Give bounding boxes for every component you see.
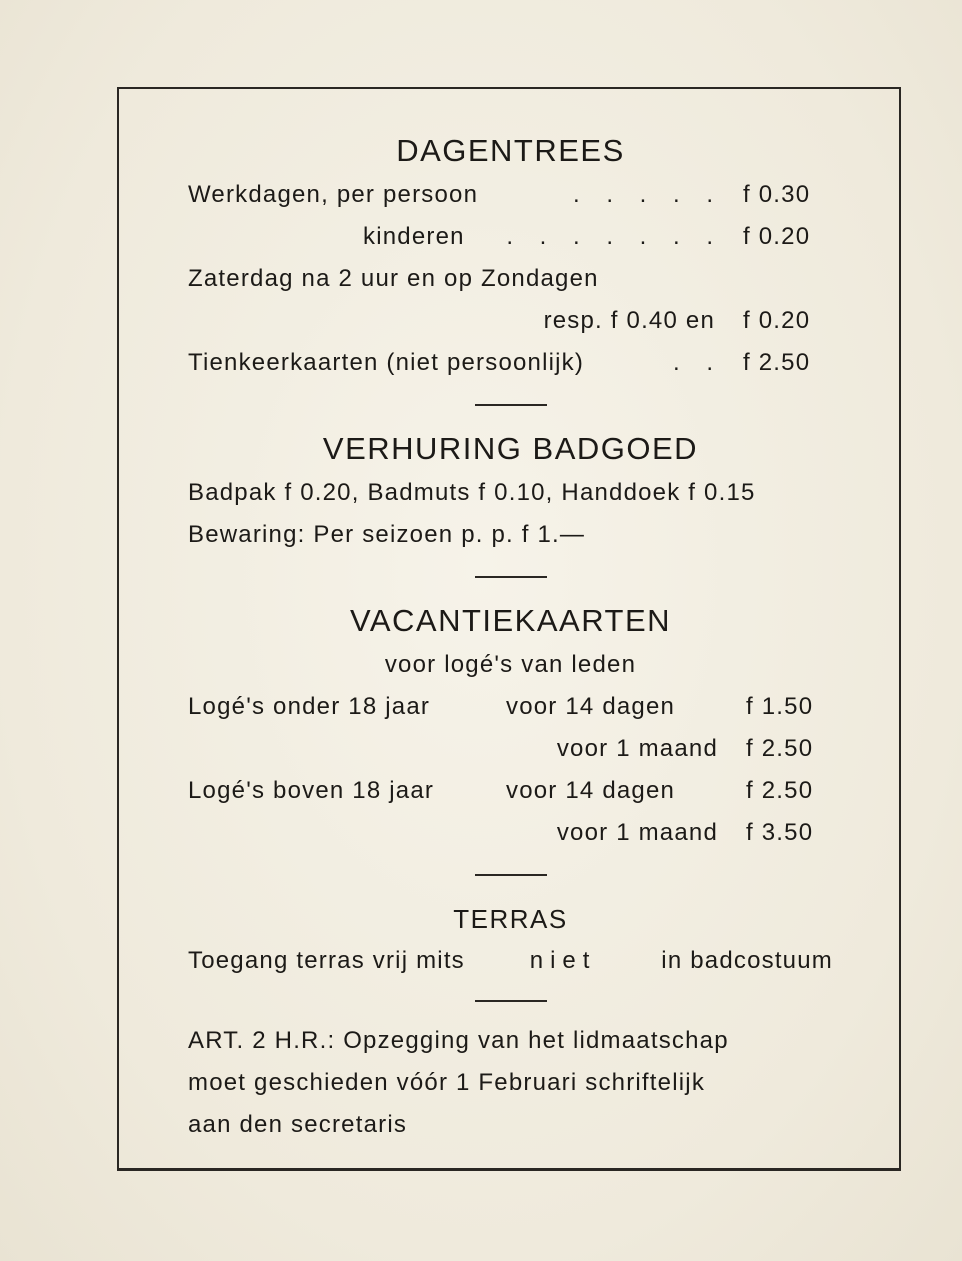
vacantie-row — [188, 686, 833, 728]
terras-text-before: Toegang terras vrij mits — [188, 947, 465, 974]
border-frame-bottom — [117, 1168, 901, 1170]
section-divider — [475, 576, 547, 578]
art-line-2: moet geschieden vóór 1 Februari schriftelijk — [188, 1069, 706, 1096]
vacantie-row — [188, 812, 833, 854]
row-price: f 0.20 — [743, 307, 811, 334]
verhuring-line-2: Bewaring: Per seizoen p. p. f 1.— — [188, 521, 586, 548]
row-price: f 0.30 — [743, 181, 811, 208]
vac-price: f 2.50 — [746, 735, 814, 762]
art-line-1: ART. 2 H.R.: Opzegging van het lidmaatschap — [188, 1027, 729, 1054]
verhuring-heading: VERHURING BADGOED — [322, 431, 699, 466]
zaterdag-line: Zaterdag na 2 uur en op Zondagen — [188, 265, 599, 292]
leader-dots: . . — [672, 349, 723, 376]
price-row-werkdagen — [188, 174, 833, 216]
vac-group — [188, 728, 506, 770]
vac-period: voor 14 dagen — [506, 777, 676, 804]
vacantie-subtitle: voor logé's van leden — [384, 651, 637, 678]
vacantie-heading: VACANTIEKAARTEN — [349, 603, 672, 638]
row-label: kinderen — [363, 223, 465, 250]
vac-price: f 1.50 — [746, 693, 814, 720]
verhuring-line-1: Badpak f 0.20, Badmuts f 0.10, Handdoek f 0.15 — [188, 479, 756, 506]
vac-group: Logé's boven 18 jaar — [188, 777, 435, 804]
row-price: f 2.50 — [743, 349, 811, 376]
vac-group: Logé's onder 18 jaar — [188, 693, 431, 720]
terras-text-spaced: niet — [529, 947, 597, 974]
row-label: Tienkeerkaarten (niet persoonlijk) — [188, 349, 585, 376]
vacantie-row — [188, 770, 833, 812]
leader-dots: . . . . . — [572, 181, 723, 208]
vac-period: voor 1 maand — [556, 735, 718, 762]
vac-period: voor 1 maand — [556, 819, 718, 846]
vacantie-row — [188, 728, 833, 770]
terras-heading: TERRAS — [453, 904, 568, 934]
art-line-3: aan den secretaris — [188, 1111, 408, 1138]
leader-dots: . . . . . . . — [506, 223, 723, 250]
dagentrees-heading: DAGENTREES — [396, 133, 625, 168]
price-row-kinderen — [188, 216, 833, 258]
vac-period: voor 14 dagen — [506, 693, 676, 720]
vac-group — [188, 812, 506, 854]
row-label: Werkdagen, per persoon — [188, 181, 479, 208]
terras-text-after: in badcostuum — [661, 947, 833, 974]
section-divider — [475, 874, 547, 876]
section-divider — [475, 1000, 547, 1002]
price-row-resp — [188, 300, 833, 342]
vac-price: f 3.50 — [746, 819, 814, 846]
document-content — [188, 128, 833, 1148]
resp-text: resp. f 0.40 en — [543, 307, 715, 334]
price-row-tienkeer — [188, 342, 833, 384]
section-divider — [475, 404, 547, 406]
vac-price: f 2.50 — [746, 777, 814, 804]
row-price: f 0.20 — [743, 223, 811, 250]
terras-line — [188, 942, 833, 980]
